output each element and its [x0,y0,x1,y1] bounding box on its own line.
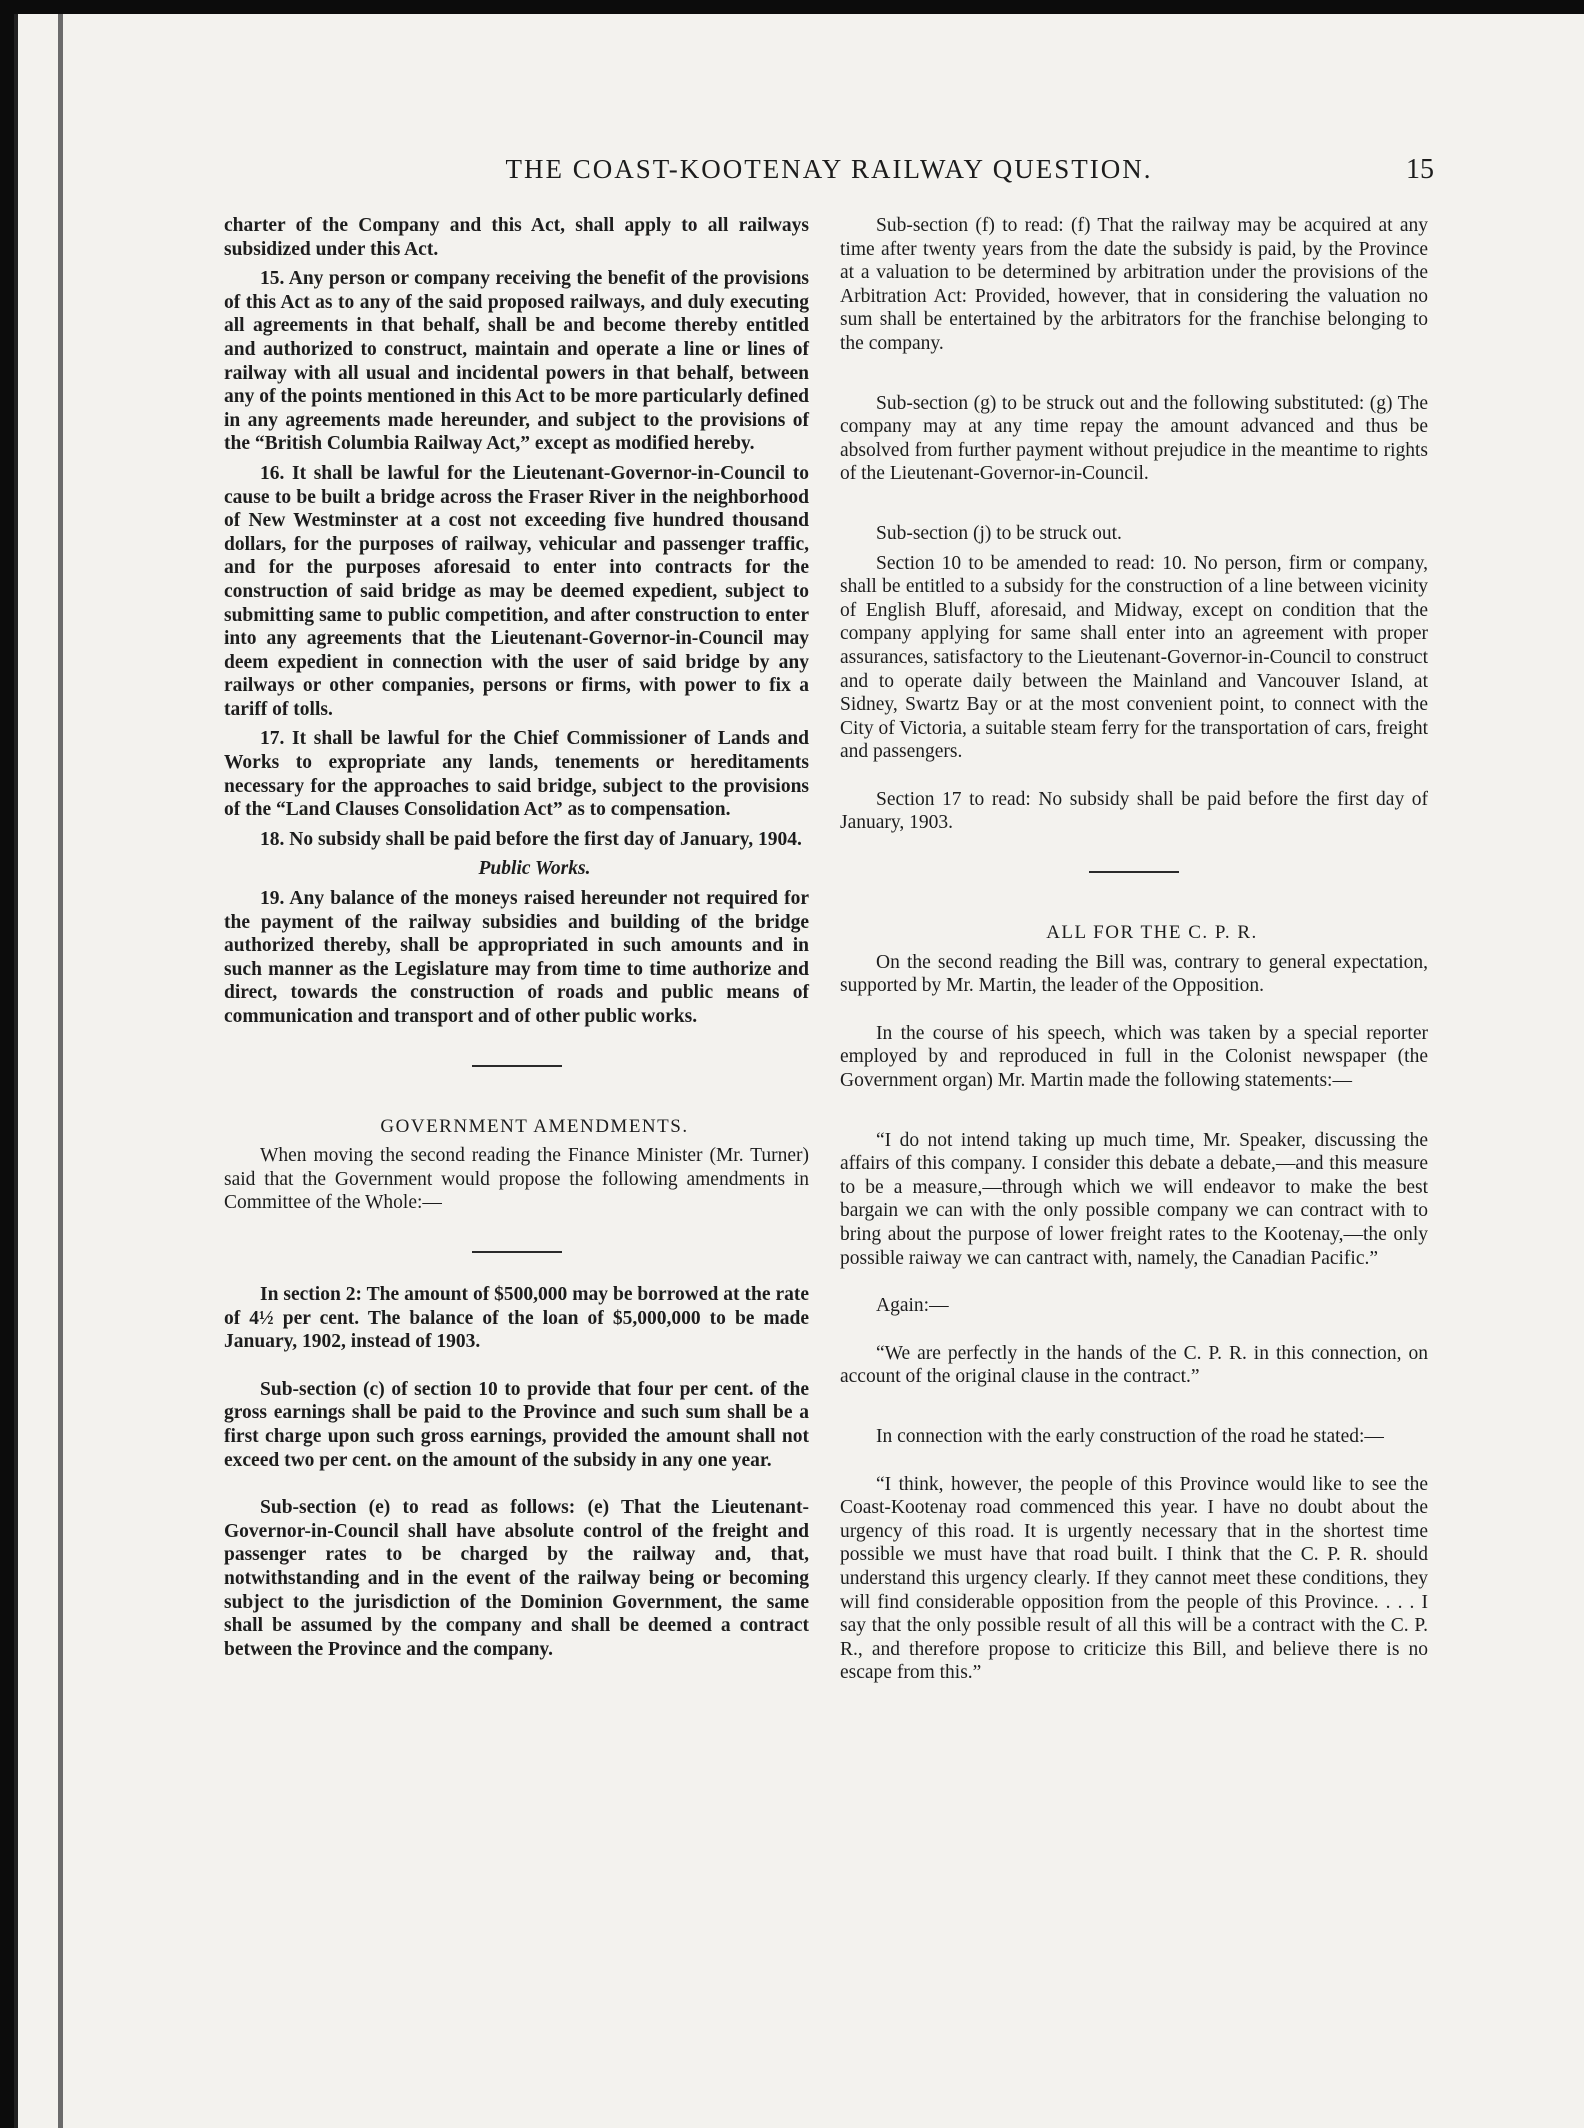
running-title: THE COAST-KOOTENAY RAILWAY QUESTION. [505,154,1153,184]
right-column [840,214,1428,1691]
binding-edge [14,14,18,2128]
quote-martin-1: “I do not intend taking up much time, Mr. Speaker, discussing the affairs of this company. I consider this debate a debate,—and this measure to be a measure,—through which we will endeavor to make the best bargain we can with the only possible company we can contract with to bring about the purpose of lower freight rates to the Kootenay,—the only possible raiway we can cantract with, namely, the Canadian Pacific.” [840,1129,1428,1269]
all-for-cpr-heading: ALL FOR THE C. P. R. [1046,922,1258,944]
paragraph-section-15: 15. Any person or company receiving the benefit of the provisions of this Act as to any of the said proposed railways, and duly executing all agreements in that behalf, shall be and become thereby entitled and authorized to construct, maintain and operate a line or lines of railway with all usual and incidental powers in that behalf, between any of the points mentioned in this Act to be more particularly defined in any agreements made hereunder, and subject to the provisions of the “British Columbia Railway Act,” except as modified hereby. [224,268,809,455]
amendment-subsection-j: Sub-section (j) to be struck out. [876,522,1122,544]
paragraph: On the second reading the Bill was, contrary to general expectation, supported by Mr. Martin, the leader of the Opposition. [840,951,1428,997]
amendment-subsection-g: Sub-section (g) to be struck out and the following substituted: (g) The company may at any time repay the amount advanced and thus be absolved from further payment without prejudice in the meantime to rights of the Lieutenant-Governor-in-Council. [840,392,1428,485]
amendment-subsection-e: Sub-section (e) to read as follows: (e) That the Lieutenant-Governor-in-Council shall have absolute control of the freight and passenger rates to be charged by the railway and, that, notwithstanding and in the event of the railway being or becoming subject to the jurisdiction of the Dominion Government, the same shall be assumed by the company and shall be deemed a contract between the Province and the company. [224,1497,809,1660]
page-number: 15 [1406,154,1434,185]
margin-rule [58,14,63,2128]
page-header [224,154,1434,194]
paragraph-section-17: 17. It shall be lawful for the Chief Commissioner of Lands and Works to expropriate any lands, tenements or hereditaments necessary for the approaches to said bridge, subject to the provisions of the “Land Clauses Consolidation Act” as to compensation. [224,728,809,821]
paragraph-section-16: 16. It shall be lawful for the Lieutenant-Governor-in-Council to cause to be built a bridge across the Fraser River in the neighborhood of New Westminster at a cost not exceeding five hundred thousand dollars, for the purposes of railway, vehicular and passenger traffic, and for the purposes aforesaid to enter into contracts for the construction of said bridge as may be deemed expedient, subject to submitting same to public competition, and after construction to enter into any agreements that the Lieutenant-Governor-in-Council may deem expedient in connection with the user of said bridge by any railways or other companies, persons or firms, with power to fix a tariff of tolls. [224,462,809,720]
amendment-section-2: In section 2: The amount of $500,000 may be borrowed at the rate of 4½ per cent. The balance of the loan of $5,000,000 to be made January, 1902, instead of 1903. [224,1283,809,1353]
government-amendments-heading: GOVERNMENT AMENDMENTS. [380,1115,689,1137]
left-column [224,214,809,1667]
paragraph-section-19: 19. Any balance of the moneys raised hereunder not required for the payment of the railway subsidies and building of the bridge authorized thereby, shall be appropriated in such amounts and in such manner as the Legislature may from time to time authorize and direct, towards the construction of roads and public means of communication and transport and of other public works. [224,888,809,1027]
quote-martin-2: “We are perfectly in the hands of the C. P. R. in this connection, on account of the original clause in the contract.” [840,1342,1428,1388]
paragraph: In the course of his speech, which was taken by a special reporter employed by and reproduced in full in the Colonist newspaper (the Government organ) Mr. Martin made the following statements:— [840,1022,1428,1092]
paragraph: charter of the Company and this Act, shall apply to all railways subsidized under this Act. [224,215,809,260]
amendment-section-17: Section 17 to read: No subsidy shall be paid before the first day of January, 1903. [840,788,1428,834]
public-works-heading: Public Works. [478,858,591,880]
amendment-subsection-f: Sub-section (f) to read: (f) That the railway may be acquired at any time after twenty years from the date the subsidy is paid, by the Province at a valuation to be determined by arbitration under the provisions of the Arbitration Act: Provided, however, that in considering the valuation no sum shall be entertained by the arbitrators for the franchise belonging to the company. [840,215,1428,354]
paragraph: When moving the second reading the Finance Minister (Mr. Turner) said that the Government would propose the following amendments in Committee of the Whole:— [224,1145,809,1214]
quote-martin-3: “I think, however, the people of this Province would like to see the Coast-Kootenay road commenced this year. I have no doubt about the urgency of this road. It is urgently necessary that in the shortest time possible we must have that road built. I think that the C. P. R. should understand this urgency clearly. If they cannot meet these conditions, they will find considerable opposition from the people of this Province. . . . I say that the only possible result of all this will be a contract with the C. P. R., and therefore propose to criticize this Bill, and believe there is no escape from this.” [840,1473,1428,1684]
document-page [14,14,1584,2128]
amendment-subsection-c: Sub-section (c) of section 10 to provide that four per cent. of the gross earnings shall be paid to the Province and such sum shall be a first charge upon such gross earnings, provided the amount shall not exceed two per cent. on the amount of the subsidy in any one year. [224,1378,809,1471]
paragraph: In connection with the early construction of the road he stated:— [876,1425,1384,1447]
amendment-section-10: Section 10 to be amended to read: 10. No person, firm or company, shall be entitled to a subsidy for the construction of a line between vicinity of English Bluff, aforesaid, and Midway, except on condition that the company applying for same shall enter into an agreement with proper assurances, satisfactory to the Lieutenant-Governor-in-Council to construct and to operate daily between the Mainland and Vancouver Island, at Sidney, Swartz Bay or at the most convenient point, to connect with the City of Victoria, a suitable steam ferry for the transportation of cars, freight and passengers. [840,552,1428,763]
paragraph-section-18: 18. No subsidy shall be paid before the first day of January, 1904. [260,828,802,850]
paragraph: Again:— [876,1295,949,1317]
